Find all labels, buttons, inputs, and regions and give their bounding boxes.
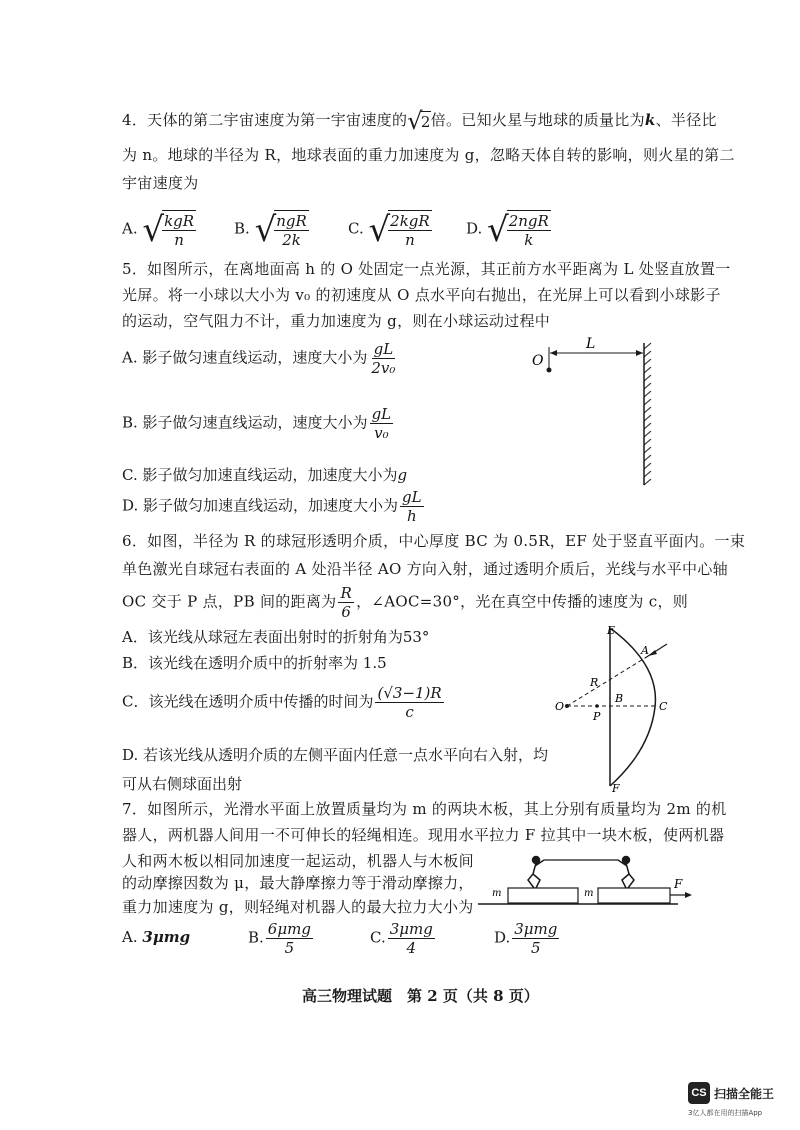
svg-text:R: R bbox=[590, 676, 599, 689]
q5-fig-label-o: O bbox=[532, 353, 544, 369]
q5-line3: 的运动，空气阻力不计，重力加速度为 g，则在小球运动过程中 bbox=[122, 312, 551, 330]
force-arrow-head bbox=[685, 892, 692, 898]
svg-text:m: m bbox=[584, 888, 594, 899]
svg-text:E: E bbox=[607, 624, 616, 637]
q6-option-d[interactable]: D. 若该光线从透明介质的左侧平面内任意一点水平向右入射，均 可从右侧球面出射 bbox=[122, 746, 549, 793]
svg-text:O: O bbox=[555, 700, 565, 713]
q7-line5: 重力加速度为 g，则轻绳对机器人的最大拉力大小为 bbox=[122, 898, 474, 916]
q7-option-d[interactable]: D. $\frac{\text{3μmg}}{5}$ bbox=[494, 920, 558, 957]
q5-option-c[interactable]: C. 影子做匀加速直线运动，加速度大小为g bbox=[122, 466, 408, 484]
arrow-head-right bbox=[636, 350, 643, 356]
q6-figure bbox=[555, 620, 685, 795]
q5-line2: 光屏。将一小球以大小为 v₀ 的初速度从 O 点水平向右抛出，在光屏上可以看到小球影子 bbox=[122, 286, 721, 304]
q5-option-b[interactable]: B. 影子做匀速直线运动，速度大小为 $\frac{gL}{\text{v₀}}$ bbox=[122, 405, 392, 442]
q7-figure bbox=[478, 848, 698, 910]
watermark-subtitle: 3亿人都在用的扫描App bbox=[688, 1109, 763, 1117]
q5-option-d[interactable]: D. 影子做匀加速直线运动，加速度大小为 $\frac{gL}{h}$ bbox=[122, 488, 422, 525]
q6-line2: 单色激光自球冠右表面的 A 处沿半径 AO 方向入射，通过透明介质后，光线与水平中心轴 bbox=[122, 560, 728, 578]
svg-text:m: m bbox=[492, 888, 502, 899]
arrow-head-left bbox=[550, 350, 557, 356]
q5-option-a[interactable]: A. 影子做匀速直线运动，速度大小为 $\frac{gL}{\text{2v₀}}$ bbox=[122, 340, 396, 377]
q6-option-b[interactable]: B．该光线在透明介质中的折射率为 1.5 bbox=[122, 654, 387, 672]
q4-option-b[interactable]: B. √ $\frac{\text{ngR}}{2k}$ bbox=[234, 209, 307, 250]
q4-line1: 4．天体的第二宇宙速度为第一宇宙速度的 √ 2 倍。已知火星与地球的质量比为k、半径比 bbox=[122, 104, 717, 138]
screen-hatching bbox=[644, 343, 651, 485]
q7-line2: 器人，两机器人间用一不可伸长的轻绳相连。现用水平拉力 F 拉其中一块木板，使两机器 bbox=[122, 826, 725, 844]
svg-text:F: F bbox=[612, 782, 620, 795]
q6-line1: 6．如图，半径为 R 的球冠形透明介质，中心厚度 BC 为 0.5R，EF 处于竖直平面内。一束 bbox=[122, 532, 746, 550]
cs-logo-icon: CS bbox=[688, 1082, 710, 1104]
q6-option-c[interactable]: C．该光线在透明介质中传播的时间为 $\frac{(√3-1)R}{c}$ bbox=[122, 684, 442, 721]
q4-line2: 为 n。地球的半径为 R，地球表面的重力加速度为 g，忽略天体自转的影响，则火星的第二 bbox=[122, 146, 735, 164]
svg-text:P: P bbox=[593, 710, 601, 723]
sqrt-2: √ 2 bbox=[407, 107, 431, 135]
q6-option-a[interactable]: A．该光线从球冠左表面出射时的折射角为53° bbox=[122, 628, 430, 646]
q5-figure bbox=[520, 335, 670, 495]
svg-text:F: F bbox=[674, 877, 683, 891]
q4-option-d[interactable]: D. √ $\frac{\text{2ngR}}{k}$ bbox=[466, 209, 549, 250]
q7-line1: 7．如图所示，光滑水平面上放置质量均为 m 的两块木板，其上分别有质量均为 2m 的机 bbox=[122, 800, 727, 818]
svg-text:A: A bbox=[641, 644, 649, 657]
q4-options bbox=[122, 202, 602, 250]
svg-text:B: B bbox=[615, 692, 624, 705]
q6-line3: OC 交于 P 点，PB 间的距离为 $\frac{R}{6}$ ，∠AOC=30°，光在真空中传播的速度为 c，则 bbox=[122, 584, 689, 621]
q7-line3: 人和两木板以相同加速度一起运动，机器人与木板间 bbox=[122, 852, 474, 870]
radius-ao bbox=[567, 658, 645, 706]
q4-line3: 宇宙速度为 bbox=[122, 174, 199, 192]
scanner-watermark: CS 扫描全能王 bbox=[688, 1082, 774, 1104]
robot-right bbox=[618, 857, 634, 889]
q5-fig-label-l: L bbox=[586, 336, 596, 352]
page-footer: 高三物理试题 第 2 页（共 8 页） bbox=[302, 987, 539, 1005]
q7-option-b[interactable]: B. $\frac{\text{6μmg}}{5}$ bbox=[248, 920, 311, 957]
svg-text:C: C bbox=[659, 700, 668, 713]
robot-left bbox=[528, 857, 544, 889]
q5-line1: 5．如图所示，在离地面高 h 的 O 处固定一点光源，其正前方水平距离为 L 处竖直放置一 bbox=[122, 260, 731, 278]
q4-option-c[interactable]: C. √ $\frac{\text{2kgR}}{n}$ bbox=[348, 209, 430, 250]
board-right bbox=[598, 888, 670, 903]
q4-option-a[interactable]: A. √ $\frac{\text{kgR}}{n}$ bbox=[122, 209, 195, 250]
point-p bbox=[595, 704, 599, 708]
q7-line4: 的动摩擦因数为 μ，最大静摩擦力等于滑动摩擦力， bbox=[122, 874, 474, 892]
q7-option-c[interactable]: C. $\frac{\text{3μmg}}{4}$ bbox=[370, 920, 433, 957]
board-left bbox=[508, 888, 578, 903]
q7-option-a[interactable]: A. 3μmg bbox=[122, 928, 191, 946]
